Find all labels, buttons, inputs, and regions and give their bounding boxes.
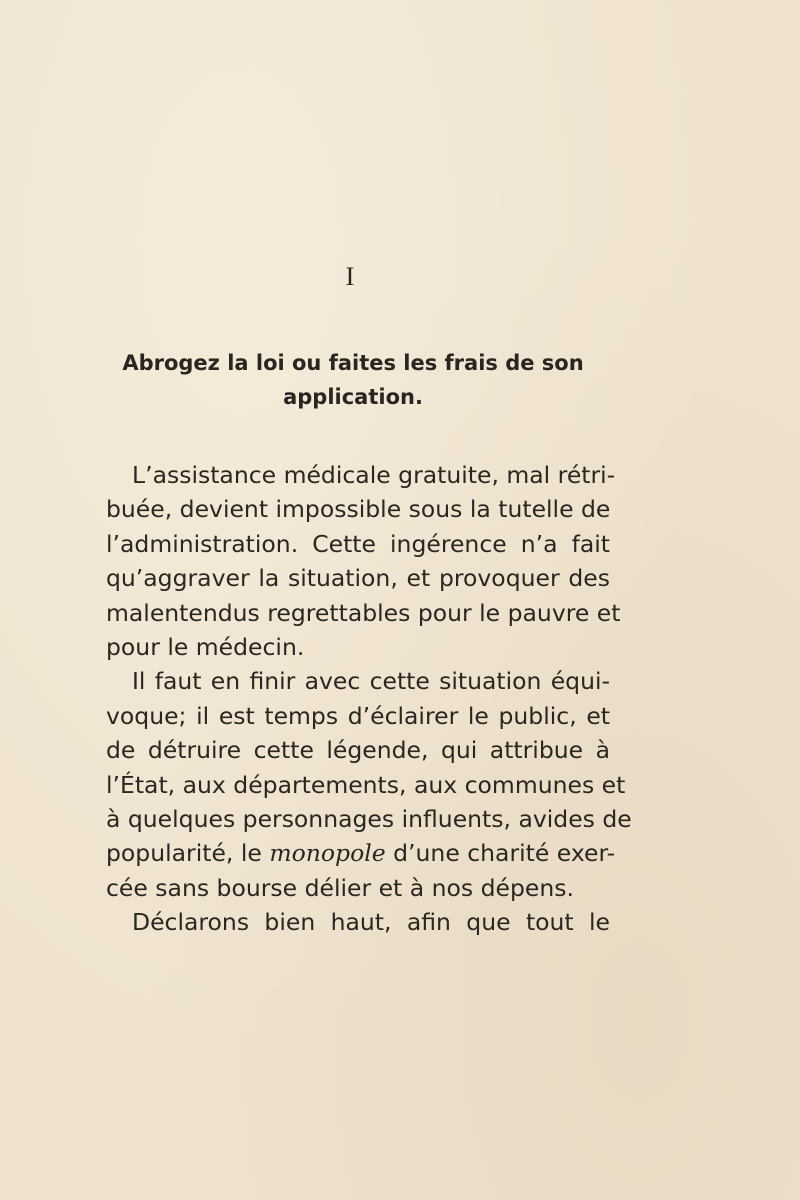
paragraph-2-line-5: à quelques personnages influents, avides de [106,805,632,834]
paragraph-1-line-2: buée, devient impossible sous la tutelle de [106,495,611,524]
paragraph-2-line-7: cée sans bourse délier et à nos dépens. [106,873,574,902]
paragraph-1-line-1: L’assistance médicale gratuite, mal rétri- [132,461,616,489]
paragraph-2-line-6 [106,836,616,870]
paragraph-1-line-5: malentendus regrettables pour le pauvre et [106,598,621,627]
paragraph-2-line-6-end: d’une charité exer- [393,839,616,868]
body-text [106,458,632,940]
paragraph-2-line-1: Il faut en finir avec cette situation équi- [132,667,610,696]
paragraph-3-line-1: Déclarons bien haut, afin que tout le [132,908,610,937]
paragraph-2-line-3: de détruire cette légende, qui attribue à [106,736,610,765]
paragraph-2-line-4: l’État, aux départements, aux communes et [106,770,626,799]
heading-line-2: application. [283,385,423,409]
paragraph-1-line-4: qu’aggraver la situation, et provoquer des [106,564,610,593]
paragraph-2-line-2: voque; il est temps d’éclairer le public, et [106,701,610,730]
chapter-heading [108,346,598,414]
paragraph-2-line-6-start: popularité, le [106,839,262,868]
emphasized-word: monopole [269,839,386,868]
paragraph-1-line-6: pour le médecin. [106,633,305,662]
heading-line-1: Abrogez la loi ou faites les frais de son [122,351,584,375]
paragraph-1-line-3: l’administration. Cette ingérence n’a fait [106,529,610,558]
section-number: I [345,262,355,291]
